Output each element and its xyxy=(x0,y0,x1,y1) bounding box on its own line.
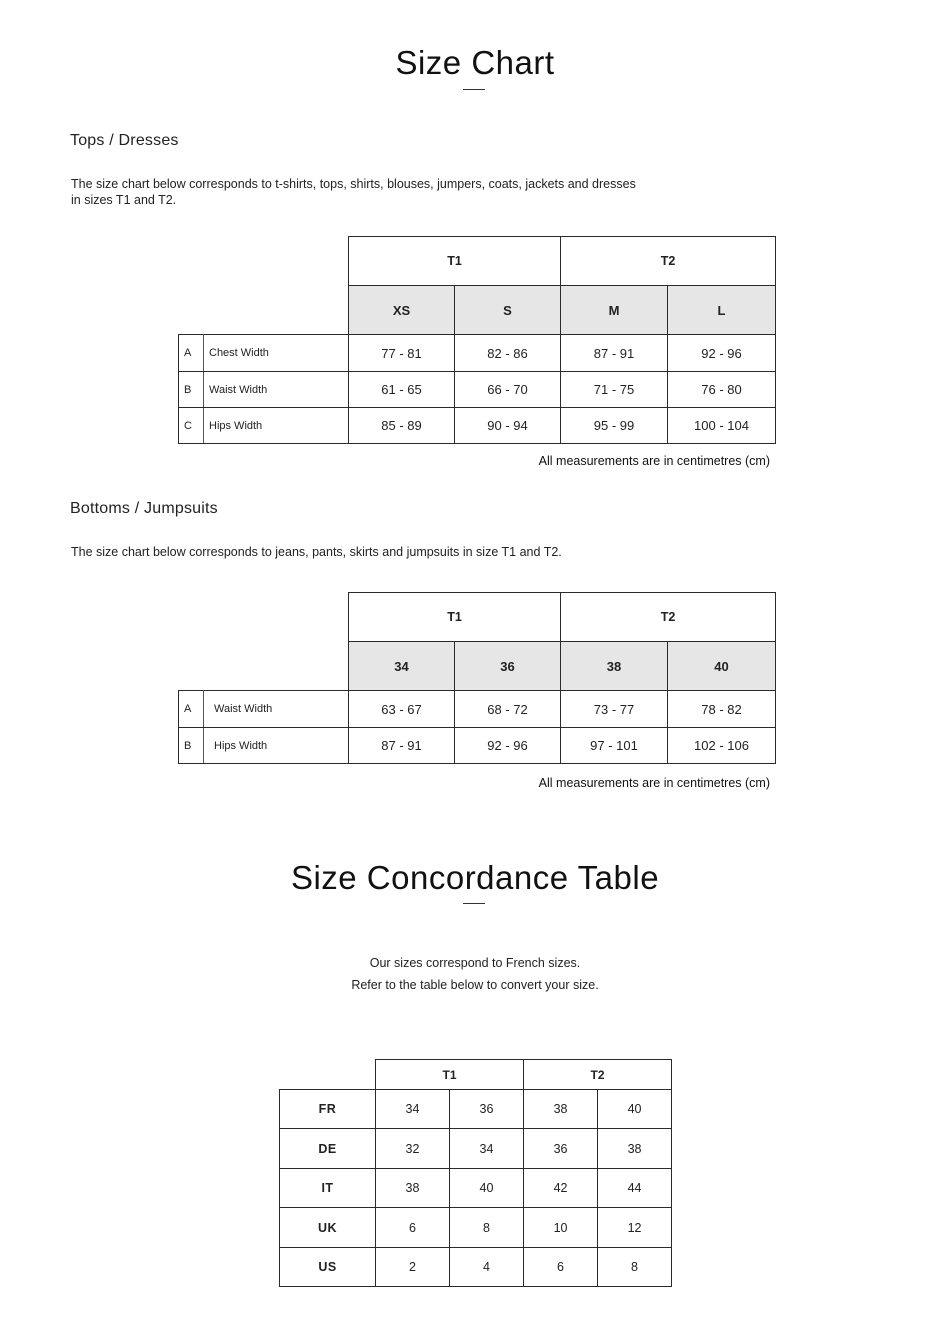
table-row xyxy=(280,1208,672,1248)
group-header-t2: T2 xyxy=(561,593,776,642)
table-cell: 100 - 104 xyxy=(668,408,776,444)
group-header-row xyxy=(179,237,776,286)
country-label: UK xyxy=(280,1208,376,1248)
country-label: IT xyxy=(280,1169,376,1208)
table-cell: 40 xyxy=(450,1169,524,1208)
size-header-36: 36 xyxy=(455,642,561,691)
empty-corner xyxy=(280,1060,376,1090)
group-header-t1: T1 xyxy=(376,1060,524,1090)
size-header-m: M xyxy=(561,286,668,335)
size-header-l: L xyxy=(668,286,776,335)
table-cell: 34 xyxy=(450,1129,524,1169)
table-cell: 6 xyxy=(524,1248,598,1287)
concordance-intro-line: Refer to the table below to convert your size. xyxy=(351,978,599,992)
table-cell: 92 - 96 xyxy=(455,728,561,764)
table-cell: 77 - 81 xyxy=(349,335,455,372)
table-cell: 40 xyxy=(598,1090,672,1129)
bottoms-size-table xyxy=(178,592,776,764)
table-row xyxy=(179,335,776,372)
empty-corner xyxy=(179,642,349,691)
row-letter: B xyxy=(179,372,204,408)
group-header-t2: T2 xyxy=(561,237,776,286)
row-letter: B xyxy=(179,728,204,764)
table-cell: 8 xyxy=(598,1248,672,1287)
table-cell: 34 xyxy=(376,1090,450,1129)
tops-size-table xyxy=(178,236,776,444)
group-header-row xyxy=(179,593,776,642)
row-letter: A xyxy=(179,335,204,372)
group-header-t1: T1 xyxy=(349,593,561,642)
table-cell: 38 xyxy=(376,1169,450,1208)
table-row xyxy=(179,408,776,444)
group-header-t1: T1 xyxy=(349,237,561,286)
empty-corner xyxy=(179,237,349,286)
table-row xyxy=(179,728,776,764)
country-label: DE xyxy=(280,1129,376,1169)
empty-corner xyxy=(179,593,349,642)
size-header-38: 38 xyxy=(561,642,668,691)
table-cell: 36 xyxy=(524,1129,598,1169)
table-cell: 2 xyxy=(376,1248,450,1287)
concordance-table xyxy=(279,1059,672,1287)
title-divider xyxy=(463,903,485,904)
concordance-title: Size Concordance Table xyxy=(290,859,660,896)
table-cell: 73 - 77 xyxy=(561,691,668,728)
table-cell: 38 xyxy=(598,1129,672,1169)
table-row xyxy=(280,1129,672,1169)
table-cell: 63 - 67 xyxy=(349,691,455,728)
row-letter: C xyxy=(179,408,204,444)
table-cell: 97 - 101 xyxy=(561,728,668,764)
size-header-s: S xyxy=(455,286,561,335)
table-cell: 90 - 94 xyxy=(455,408,561,444)
table-cell: 12 xyxy=(598,1208,672,1248)
table-cell: 102 - 106 xyxy=(668,728,776,764)
size-header-40: 40 xyxy=(668,642,776,691)
table-row xyxy=(179,691,776,728)
description-line: The size chart below corresponds to t-shirts, tops, shirts, blouses, jumpers, coats, jackets and dresses xyxy=(71,177,636,191)
concordance-intro-line: Our sizes correspond to French sizes. xyxy=(369,956,581,970)
table-cell: 78 - 82 xyxy=(668,691,776,728)
table-cell: 6 xyxy=(376,1208,450,1248)
table-cell: 10 xyxy=(524,1208,598,1248)
table-cell: 71 - 75 xyxy=(561,372,668,408)
table-cell: 8 xyxy=(450,1208,524,1248)
row-label: Waist Width xyxy=(204,372,349,408)
section-title-tops: Tops / Dresses xyxy=(70,132,179,149)
size-header-34: 34 xyxy=(349,642,455,691)
units-note: All measurements are in centimetres (cm) xyxy=(538,776,770,790)
row-letter: A xyxy=(179,691,204,728)
size-header-xs: XS xyxy=(349,286,455,335)
table-row xyxy=(179,372,776,408)
table-cell: 32 xyxy=(376,1129,450,1169)
table-cell: 42 xyxy=(524,1169,598,1208)
table-cell: 61 - 65 xyxy=(349,372,455,408)
row-label: Waist Width xyxy=(204,691,349,728)
table-cell: 66 - 70 xyxy=(455,372,561,408)
table-cell: 85 - 89 xyxy=(349,408,455,444)
size-header-row xyxy=(179,286,776,335)
table-cell: 92 - 96 xyxy=(668,335,776,372)
row-label: Hips Width xyxy=(204,728,349,764)
section-title-bottoms: Bottoms / Jumpsuits xyxy=(70,500,218,517)
empty-corner xyxy=(179,286,349,335)
table-row xyxy=(280,1248,672,1287)
table-cell: 76 - 80 xyxy=(668,372,776,408)
row-label: Chest Width xyxy=(204,335,349,372)
table-cell: 95 - 99 xyxy=(561,408,668,444)
page-title: Size Chart xyxy=(395,44,555,81)
table-cell: 68 - 72 xyxy=(455,691,561,728)
units-note: All measurements are in centimetres (cm) xyxy=(538,454,770,468)
table-row xyxy=(280,1169,672,1208)
group-header-t2: T2 xyxy=(524,1060,672,1090)
table-cell: 4 xyxy=(450,1248,524,1287)
table-cell: 87 - 91 xyxy=(349,728,455,764)
group-header-row xyxy=(280,1060,672,1090)
table-cell: 38 xyxy=(524,1090,598,1129)
row-label: Hips Width xyxy=(204,408,349,444)
table-cell: 44 xyxy=(598,1169,672,1208)
country-label: US xyxy=(280,1248,376,1287)
size-header-row xyxy=(179,642,776,691)
table-cell: 82 - 86 xyxy=(455,335,561,372)
country-label: FR xyxy=(280,1090,376,1129)
table-cell: 87 - 91 xyxy=(561,335,668,372)
title-divider xyxy=(463,89,485,90)
section-description-bottoms: The size chart below corresponds to jeans, pants, skirts and jumpsuits in size T1 and T2. xyxy=(71,545,562,559)
table-row xyxy=(280,1090,672,1129)
section-description-tops xyxy=(71,176,751,208)
table-cell: 36 xyxy=(450,1090,524,1129)
description-line: in sizes T1 and T2. xyxy=(71,193,177,207)
